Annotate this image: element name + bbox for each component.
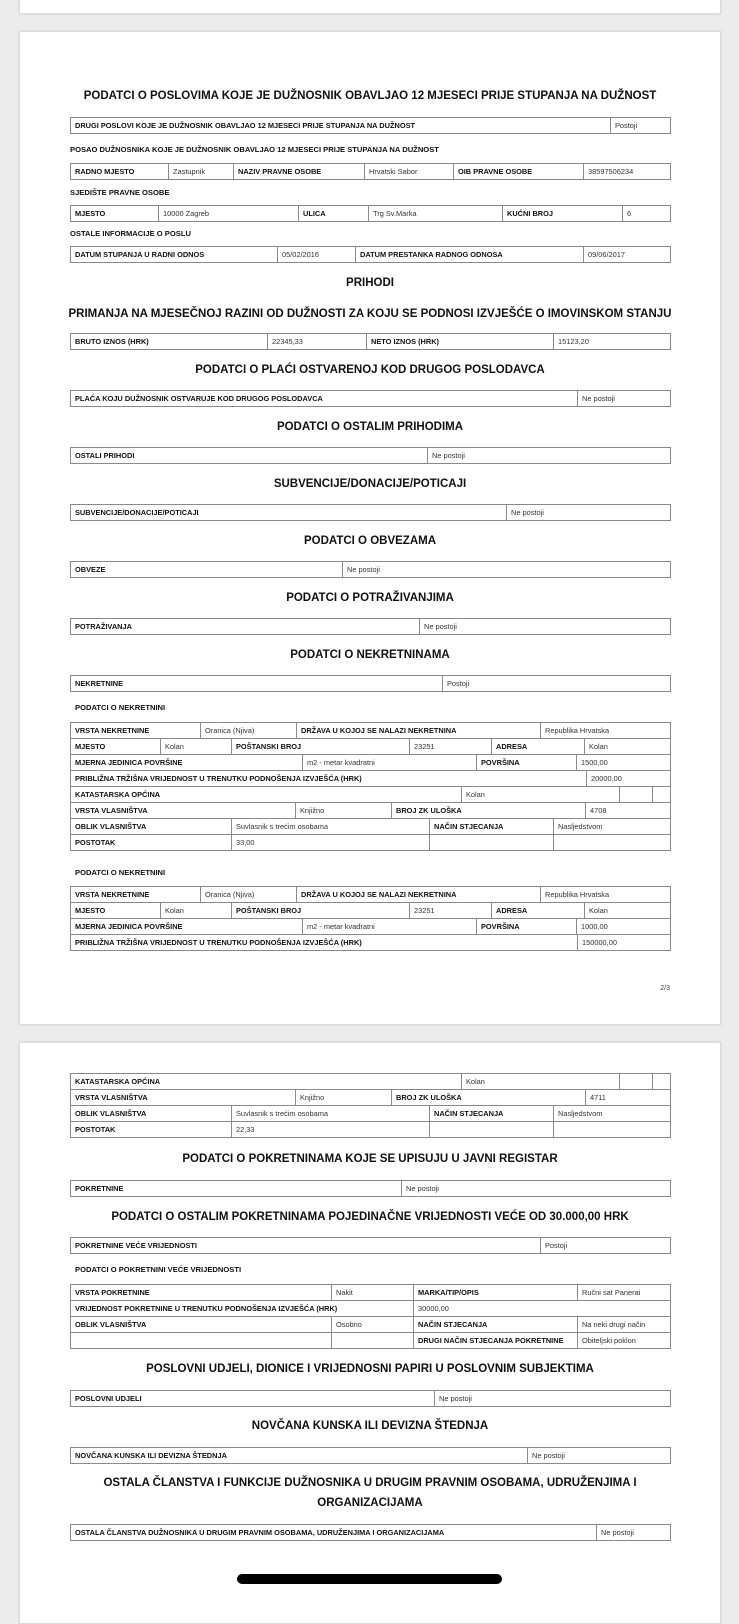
field-value: Kolan [585, 739, 671, 755]
section-title-savings: NOVČANA KUNSKA ILI DEVIZNA ŠTEDNJA [251, 1420, 489, 1432]
field-value: 38597506234 [584, 164, 671, 180]
field-label: OBLIK VLASNIŠTVA [71, 819, 232, 835]
section-title-memberships-line1: OSTALA ČLANSTVA I FUNKCIJE DUŽNOSNIKA U DRUGIM PRAVNIM OSOBAMA, UDRUŽENJIMA I [103, 1477, 637, 1489]
table-row [71, 206, 671, 222]
shares-table [70, 1390, 671, 1407]
table-row [71, 771, 671, 787]
field-label: POSLOVNI UDJELI [71, 1391, 435, 1407]
field-value: 05/02/2016 [278, 247, 356, 263]
field-value: Nasljedstvom [554, 819, 671, 835]
field-value: Republika Hrvatska [541, 723, 671, 739]
field-value: Suvlasnik s trećim osobama [232, 1106, 430, 1122]
field-value: Kolan [161, 903, 232, 919]
table-row [71, 787, 671, 803]
table-row [71, 676, 671, 692]
field-label: ULICA [299, 206, 369, 222]
table-row [71, 1317, 671, 1333]
section-title-movables-registry: PODATCI O POKRETNINAMA KOJE SE UPISUJU U JAVNI REGISTAR [182, 1153, 558, 1165]
field-label: ADRESA [492, 903, 585, 919]
field-label: RADNO MJESTO [71, 164, 169, 180]
section-title-memberships-line2: ORGANIZACIJAMA [317, 1497, 423, 1509]
page-2 [19, 31, 721, 1025]
field-value: Hrvatski Sabor [365, 164, 454, 180]
field-label: VRSTA POKRETNINE [71, 1285, 332, 1301]
job-table [70, 163, 671, 180]
field-value: 20000,00 [587, 771, 671, 787]
table-row [71, 1074, 671, 1090]
field-value: Ne postoji [343, 562, 671, 578]
property-1-table-a [70, 722, 671, 739]
field-label: OSTALI PRIHODI [71, 448, 428, 464]
memberships-table [70, 1524, 671, 1541]
field-value: Knjižno [296, 803, 392, 819]
field-label: PRIBLIŽNA TRŽIŠNA VRIJEDNOST U TRENUTKU PODNOŠENJA IZVJEŠĆA (HRK) [71, 935, 578, 951]
other-jobs-label: DRUGI POSLOVI KOJE JE DUŽNOSNIK OBAVLJAO 12 MJESECI PRIJE STUPANJA NA DUŽNOST [71, 118, 611, 134]
field-label: DATUM PRESTANKA RADNOG ODNOSA [356, 247, 584, 263]
field-label: MJESTO [71, 903, 161, 919]
field-value: 30000,00 [414, 1301, 671, 1317]
field-label: DRŽAVA U KOJOJ SE NALAZI NEKRETNINA [297, 723, 541, 739]
property-subtitle: PODATCI O NEKRETNINI [75, 703, 166, 712]
field-label: NEKRETNINE [71, 676, 443, 692]
field-value: 150000,00 [578, 935, 671, 951]
section-title-other-income: PODATCI O OSTALIM PRIHODIMA [276, 421, 464, 433]
table-row [71, 835, 671, 851]
empty-cell [620, 787, 653, 803]
table-row [71, 803, 671, 819]
field-label: PLAĆA KOJU DUŽNOSNIK OSTVARUJE KOD DRUGOG POSLODAVCA [71, 391, 578, 407]
table-row [71, 1122, 671, 1138]
field-label: POKRETNINE VEĆE VRIJEDNOSTI [71, 1238, 541, 1254]
other-income-table [70, 447, 671, 464]
property-1-table-b [70, 738, 671, 755]
property-1-table-c [70, 754, 671, 771]
field-label: DRŽAVA U KOJOJ SE NALAZI NEKRETNINA [297, 887, 541, 903]
table-row [71, 755, 671, 771]
field-label: VRSTA NEKRETNINE [71, 887, 201, 903]
field-label: NAČIN STJECANJA [430, 819, 554, 835]
table-row [71, 448, 671, 464]
page-1-bottom [19, 0, 721, 14]
field-value: Obiteljski poklon [578, 1333, 671, 1349]
page-3 [19, 1042, 721, 1624]
field-value: 09/06/2017 [584, 247, 671, 263]
table-row [71, 1238, 671, 1254]
empty-cell [71, 1333, 332, 1349]
field-value: Na neki drugi način [578, 1317, 671, 1333]
field-label: BROJ ZK ULOŠKA [392, 1090, 586, 1106]
field-label: KUĆNI BROJ [503, 206, 623, 222]
field-label: OBLIK VLASNIŠTVA [71, 1317, 332, 1333]
field-label: POŠTANSKI BROJ [232, 903, 410, 919]
field-value: Kolan [585, 903, 671, 919]
field-value: Kolan [462, 1074, 620, 1090]
field-value: Knjižno [296, 1090, 392, 1106]
field-value: Ne postoji [402, 1181, 671, 1197]
field-label: POŠTANSKI BROJ [232, 739, 410, 755]
movable-table-b [70, 1300, 671, 1317]
empty-cell [332, 1333, 414, 1349]
empty-cell [620, 1074, 653, 1090]
table-row [71, 723, 671, 739]
field-value: Postoji [443, 676, 671, 692]
field-label: NETO IZNOS (HRK) [367, 334, 554, 350]
section-title-other-employer: PODATCI O PLAĆI OSTVARENOJ KOD DRUGOG POSLODAVCA [195, 364, 545, 376]
field-label: NOVČANA KUNSKA ILI DEVIZNA ŠTEDNJA [71, 1448, 528, 1464]
property-2-table-b [70, 902, 671, 919]
property-1-table-g [70, 818, 671, 851]
field-label: POVRŠINA [477, 919, 577, 935]
section-title-real-estate: PODATCI O NEKRETNINAMA [290, 649, 450, 661]
table-row [71, 887, 671, 903]
table-row [71, 164, 671, 180]
empty-cell [554, 835, 671, 851]
table-row [71, 935, 671, 951]
field-label: OBLIK VLASNIŠTVA [71, 1106, 232, 1122]
property-1-table-d [70, 770, 671, 787]
section-title-jobs: PODATCI O POSLOVIMA KOJE JE DUŽNOSNIK OBAVLJAO 12 MJESECI PRIJE STUPANJA NA DUŽNOST [83, 90, 657, 102]
empty-cell [554, 1122, 671, 1138]
field-label: MJESTO [71, 739, 161, 755]
property-1-table-f [70, 802, 671, 819]
empty-cell [653, 1074, 671, 1090]
home-indicator[interactable] [237, 1574, 502, 1584]
table-row [71, 1333, 671, 1349]
field-label: MJESTO [71, 206, 159, 222]
field-value: Ne postoji [435, 1391, 671, 1407]
field-value: Nasljedstvom [554, 1106, 671, 1122]
table-row [71, 919, 671, 935]
field-label: VRSTA VLASNIŠTVA [71, 803, 296, 819]
section-title-claims: PODATCI O POTRAŽIVANJIMA [286, 592, 454, 604]
table-row [71, 505, 671, 521]
field-label: POSTOTAK [71, 1122, 232, 1138]
field-label: DATUM STUPANJA U RADNI ODNOS [71, 247, 278, 263]
table-row [71, 739, 671, 755]
field-value: m2 - metar kvadratni [303, 919, 477, 935]
field-value: Ručni sat Panerai [578, 1285, 671, 1301]
field-value: Ne postoji [578, 391, 671, 407]
field-label: DRUGI NAČIN STJECANJA POKRETNINE [414, 1333, 578, 1349]
field-value: Zastupnik [169, 164, 234, 180]
job-subtitle: POSAO DUŽNOSNIKA KOJE JE DUŽNOSNIK OBAVLJAO 12 MJESECI PRIJE STUPANJA NA DUŽNOST [70, 145, 439, 154]
seat-subtitle: SJEDIŠTE PRAVNE OSOBE [70, 188, 170, 197]
other-jobs-value: Postoji [611, 118, 671, 134]
field-label: PRIBLIŽNA TRŽIŠNA VRIJEDNOST U TRENUTKU PODNOŠENJA IZVJEŠĆA (HRK) [71, 771, 587, 787]
property-2-table-c [70, 918, 671, 935]
field-value: Postoji [541, 1238, 671, 1254]
field-label: BROJ ZK ULOŠKA [392, 803, 586, 819]
table-row [71, 334, 671, 350]
field-label: OBVEZE [71, 562, 343, 578]
field-label: KATASTARSKA OPĆINA [71, 787, 462, 803]
field-value: 23251 [410, 903, 492, 919]
field-value: Kolan [161, 739, 232, 755]
savings-table [70, 1447, 671, 1464]
property-2-cont-table-a [70, 1073, 671, 1090]
property-2-cont-table-b [70, 1089, 671, 1106]
field-value: 22,33 [232, 1122, 430, 1138]
property-2-table-d [70, 934, 671, 951]
field-label: NAZIV PRAVNE OSOBE [234, 164, 365, 180]
field-label: MJERNA JEDINICA POVRŠINE [71, 755, 303, 771]
movable-table-a [70, 1284, 671, 1301]
field-label: VRSTA VLASNIŠTVA [71, 1090, 296, 1106]
field-label: VRIJEDNOST POKRETNINE U TRENUTKU PODNOŠENJA IZVJEŠĆA (HRK) [71, 1301, 414, 1317]
empty-cell [653, 787, 671, 803]
movables-value-table [70, 1237, 671, 1254]
table-row [71, 1448, 671, 1464]
movable-table-c [70, 1316, 671, 1349]
field-label: POSTOTAK [71, 835, 232, 851]
section-title-income: PRIHODI [346, 277, 394, 289]
field-value: 10000 Zagreb [159, 206, 299, 222]
field-label: ADRESA [492, 739, 585, 755]
obligations-table [70, 561, 671, 578]
field-label: POTRAŽIVANJA [71, 619, 420, 635]
dates-table [70, 246, 671, 263]
field-label: OSTALA ČLANSTVA DUŽNOSNIKA U DRUGIM PRAVNIM OSOBAMA, UDRUŽENJIMA I ORGANIZACIJAMA [71, 1525, 597, 1541]
table-row [71, 118, 671, 134]
field-label: SUBVENCIJE/DONACIJE/POTICAJI [71, 505, 507, 521]
other-jobs-table [70, 117, 671, 134]
field-value: Suvlasnik s trećim osobama [232, 819, 430, 835]
field-label: KATASTARSKA OPĆINA [71, 1074, 462, 1090]
field-value: 22345,33 [268, 334, 367, 350]
field-value: Oranica (Njiva) [201, 887, 297, 903]
table-row [71, 1106, 671, 1122]
field-value: Republika Hrvatska [541, 887, 671, 903]
field-value: 4708 [586, 803, 671, 819]
field-value: 4711 [586, 1090, 671, 1106]
field-value: Ne postoji [507, 505, 671, 521]
field-value: Oranica (Njiva) [201, 723, 297, 739]
section-title-monthly: PRIMANJA NA MJESEČNOJ RAZINI OD DUŽNOSTI ZA KOJU SE PODNOSI IZVJEŠĆE O IMOVINSKOM STANJU [68, 308, 672, 320]
table-row [71, 903, 671, 919]
section-title-movables-value: PODATCI O OSTALIM POKRETNINAMA POJEDINAČNE VRIJEDNOSTI VEĆE OD 30.000,00 HRK [111, 1211, 629, 1223]
page-number: 2/3 [660, 985, 670, 992]
other-employer-table [70, 390, 671, 407]
field-label: NAČIN STJECANJA [430, 1106, 554, 1122]
field-label: POVRŠINA [477, 755, 577, 771]
field-value: 1500,00 [577, 755, 671, 771]
field-value: Ne postoji [528, 1448, 671, 1464]
field-value: 6 [623, 206, 671, 222]
field-value: Osobno [332, 1317, 414, 1333]
table-row [71, 819, 671, 835]
field-label: NAČIN STJECANJA [414, 1317, 578, 1333]
table-row [71, 1391, 671, 1407]
table-row [71, 1525, 671, 1541]
field-value: m2 - metar kvadratni [303, 755, 477, 771]
movables-table [70, 1180, 671, 1197]
table-row [71, 1285, 671, 1301]
field-value: Ne postoji [597, 1525, 671, 1541]
table-row [71, 562, 671, 578]
claims-table [70, 618, 671, 635]
field-value: 1000,00 [577, 919, 671, 935]
field-label: MARKA/TIP/OPIS [414, 1285, 578, 1301]
table-row [71, 619, 671, 635]
property-2-cont-table-c [70, 1105, 671, 1138]
table-row [71, 1181, 671, 1197]
other-info-subtitle: OSTALE INFORMACIJE O POSLU [70, 229, 191, 238]
field-label: MJERNA JEDINICA POVRŠINE [71, 919, 303, 935]
income-table [70, 333, 671, 350]
section-title-shares: POSLOVNI UDJELI, DIONICE I VRIJEDNOSNI PAPIRI U POSLOVNIM SUBJEKTIMA [146, 1363, 594, 1375]
empty-cell [430, 1122, 554, 1138]
property-2-table-a [70, 886, 671, 903]
table-row [71, 391, 671, 407]
field-label: VRSTA NEKRETNINE [71, 723, 201, 739]
property-subtitle: PODATCI O NEKRETNINI [75, 868, 166, 877]
table-row [71, 1090, 671, 1106]
section-title-subsidies: SUBVENCIJE/DONACIJE/POTICAJI [273, 478, 467, 490]
field-label: BRUTO IZNOS (HRK) [71, 334, 268, 350]
table-row [71, 1301, 671, 1317]
field-value: 33,00 [232, 835, 430, 851]
seat-table [70, 205, 671, 222]
field-value: Nakit [332, 1285, 414, 1301]
field-value: Trg Sv.Marka [369, 206, 503, 222]
field-label: POKRETNINE [71, 1181, 402, 1197]
empty-cell [430, 835, 554, 851]
field-value: Kolan [462, 787, 620, 803]
section-title-obligations: PODATCI O OBVEZAMA [303, 535, 437, 547]
field-value: 15123,20 [554, 334, 671, 350]
field-value: 23251 [410, 739, 492, 755]
field-value: Ne postoji [428, 448, 671, 464]
property-1-table-e [70, 786, 671, 803]
subsidies-table [70, 504, 671, 521]
real-estate-table [70, 675, 671, 692]
table-row [71, 247, 671, 263]
field-label: OIB PRAVNE OSOBE [454, 164, 584, 180]
movable-subtitle: PODATCI O POKRETNINI VEĆE VRIJEDNOSTI [75, 1265, 242, 1274]
field-value: Ne postoji [420, 619, 671, 635]
